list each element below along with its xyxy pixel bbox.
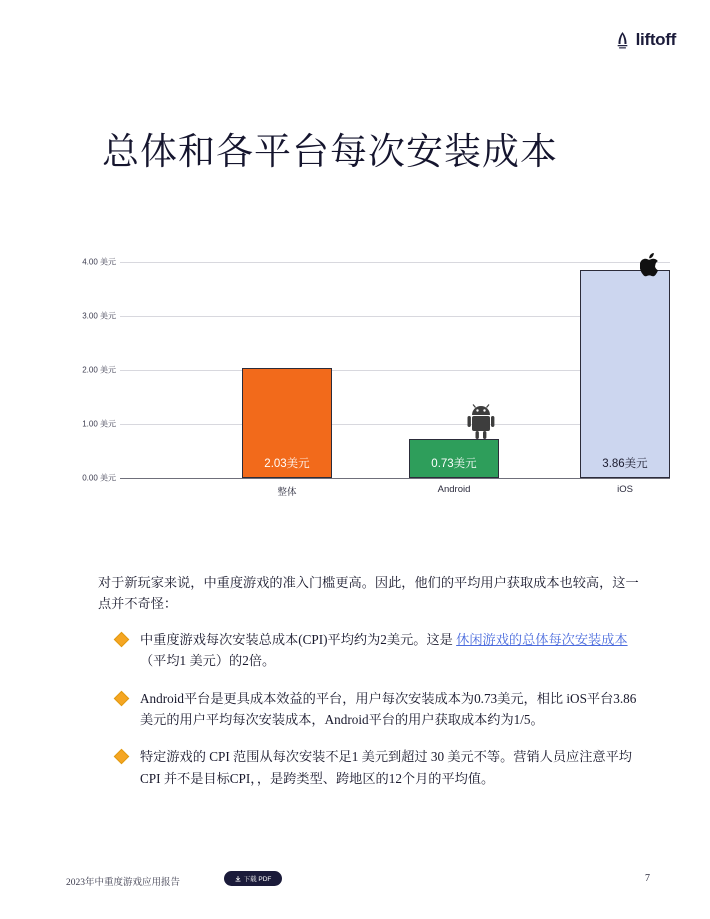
bar-android[interactable] <box>409 439 499 478</box>
footer-report-name: 2023年中重度游戏应用报告 <box>66 878 181 888</box>
download-icon <box>235 876 241 882</box>
y-tick-label: 3.00 美元 <box>82 311 116 321</box>
diamond-bullet-icon <box>114 690 130 706</box>
bullet-text-before: 中重度游戏每次安装总成本(CPI)平均约为2美元。这是 <box>140 631 457 647</box>
bar-overall[interactable] <box>242 368 332 478</box>
x-axis-line <box>120 478 670 479</box>
body-copy <box>98 572 644 805</box>
list-item <box>98 629 644 672</box>
page-footer <box>0 871 710 891</box>
diamond-bullet-icon <box>114 631 130 647</box>
download-pdf-label: 下载 PDF <box>243 876 272 883</box>
x-label-android: Android <box>437 484 471 495</box>
bar-value-overall: 2.03美元 <box>264 458 310 470</box>
y-tick-label: 2.00 美元 <box>82 365 116 375</box>
x-label-ios: iOS <box>617 484 633 495</box>
list-item <box>98 688 644 731</box>
casual-games-cpi-link[interactable]: 休闲游戏的总体每次安装成本 <box>456 631 628 647</box>
bar-slot-android <box>409 262 499 478</box>
y-tick-label: 1.00 美元 <box>82 419 116 429</box>
page-title: 总体和各平台每次安装成本 <box>102 131 558 173</box>
diamond-bullet-icon <box>114 749 130 765</box>
bar-slot-ios <box>580 262 670 478</box>
x-label-overall: 整体 <box>277 487 297 498</box>
liftoff-rocket-icon <box>614 31 631 50</box>
bullet-list <box>98 629 644 789</box>
bar-value-android: 0.73美元 <box>431 458 477 470</box>
bar-value-ios: 3.86美元 <box>602 458 648 470</box>
bar-ios[interactable] <box>580 270 670 478</box>
bar-series <box>120 262 670 478</box>
bullet-text: 特定游戏的 CPI 范围从每次安装不足1 美元到超过 30 美元不等。营销人员应注意平均 CPI 并不是目标CPI，，是跨类型、跨地区的12个月的平均值。 <box>140 749 632 786</box>
cpi-bar-chart <box>60 257 670 507</box>
plot-area <box>120 262 670 478</box>
y-tick-label: 4.00 美元 <box>82 257 116 267</box>
x-axis-labels <box>120 484 670 502</box>
page-number: 7 <box>645 873 650 884</box>
intro-paragraph: 对于新玩家来说，中重度游戏的准入门槛更高。因此，他们的平均用户获取成本也较高，这一点并不奇怪： <box>98 575 639 612</box>
apple-icon <box>640 252 662 278</box>
download-pdf-button[interactable] <box>224 871 282 886</box>
y-axis-labels <box>60 257 116 483</box>
android-icon <box>467 402 501 440</box>
list-item <box>98 746 644 789</box>
brand-logo <box>614 30 676 50</box>
y-tick-label: 0.00 美元 <box>82 473 116 483</box>
brand-name: liftoff <box>635 30 676 49</box>
bar-slot-overall <box>242 262 332 478</box>
bullet-text: Android平台是更具成本效益的平台，用户每次安装成本为0.73美元，相比 iOS平台3.86美元的用户平均每次安装成本，Android平台的用户获取成本约为1/5。 <box>140 690 637 727</box>
bullet-text-after: （平均1 美元）的2倍。 <box>140 653 276 669</box>
